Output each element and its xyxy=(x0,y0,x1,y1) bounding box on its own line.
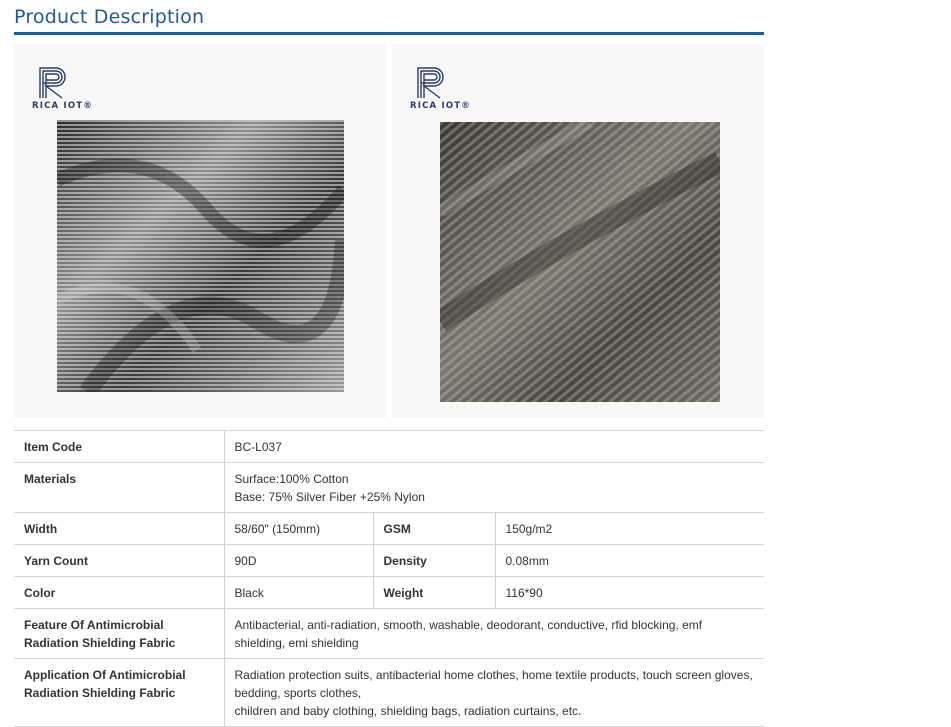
materials-value xyxy=(224,463,764,513)
brand-logo-text: RICA IOT® xyxy=(32,101,93,111)
brand-logo-icon xyxy=(410,64,450,100)
gsm-label: GSM xyxy=(373,513,495,545)
weight-value: 116*90 xyxy=(495,577,764,609)
item-code-value: BC-L037 xyxy=(224,431,764,463)
application-label-line: Radiation Shielding Fabric xyxy=(24,686,176,700)
density-label: Density xyxy=(373,545,495,577)
application-label-line: Application Of Antimicrobial xyxy=(24,668,186,682)
item-code-label: Item Code xyxy=(14,431,224,463)
materials-value-line: Base: 75% Silver Fiber +25% Nylon xyxy=(234,490,425,504)
feature-label-line: Radiation Shielding Fabric xyxy=(24,636,176,650)
table-row xyxy=(14,577,764,609)
color-value: Black xyxy=(224,577,373,609)
density-value: 0.08mm xyxy=(495,545,764,577)
fabric-photo-twill xyxy=(440,122,720,402)
brand-logo-icon xyxy=(32,64,72,100)
width-value: 58/60" (150mm) xyxy=(224,513,373,545)
title-underline xyxy=(14,32,764,35)
color-label: Color xyxy=(14,577,224,609)
feature-label xyxy=(14,609,224,659)
materials-label: Materials xyxy=(14,463,224,513)
product-image-right xyxy=(392,44,764,418)
feature-value: Antibacterial, anti-radiation, smooth, washable, deodorant, conductive, rfid blocking, emf shielding, emi shielding xyxy=(224,609,764,659)
spec-table xyxy=(14,430,764,727)
table-row xyxy=(14,609,764,659)
table-row xyxy=(14,463,764,513)
page-title: Product Description xyxy=(14,6,205,28)
application-value-line: children and baby clothing, shielding bags, radiation curtains, etc. xyxy=(234,704,582,718)
table-row xyxy=(14,431,764,463)
materials-value-line: Surface:100% Cotton xyxy=(234,472,349,486)
brand-logo-text: RICA IOT® xyxy=(410,101,471,111)
weight-label: Weight xyxy=(373,577,495,609)
table-row xyxy=(14,513,764,545)
width-label: Width xyxy=(14,513,224,545)
yarn-count-label: Yarn Count xyxy=(14,545,224,577)
feature-label-line: Feature Of Antimicrobial xyxy=(24,618,164,632)
table-row xyxy=(14,659,764,727)
gsm-value: 150g/m2 xyxy=(495,513,764,545)
application-label xyxy=(14,659,224,727)
brand-logo xyxy=(32,64,93,114)
product-image-left xyxy=(14,44,386,418)
yarn-count-value: 90D xyxy=(224,545,373,577)
brand-logo xyxy=(410,64,471,114)
table-row xyxy=(14,545,764,577)
application-value-line: Radiation protection suits, antibacterial home clothes, home textile products, touch screen gloves, bedding, sports clothes, xyxy=(234,668,753,700)
application-value xyxy=(224,659,764,727)
fabric-photo-mesh xyxy=(57,120,344,392)
